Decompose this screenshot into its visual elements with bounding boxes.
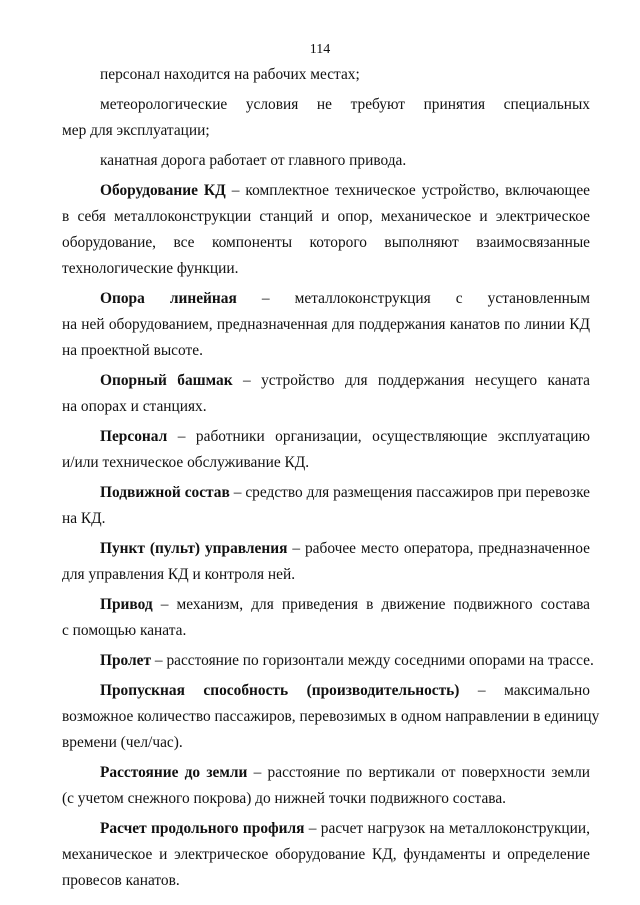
text-span: – рабочее место оператора, предназначенное [287, 540, 590, 557]
paragraph [62, 648, 594, 674]
text-span: с помощью каната. [62, 622, 187, 639]
text-span: для управления КД и контроля ней. [62, 566, 296, 583]
paragraph [62, 286, 590, 364]
text-line [62, 678, 590, 704]
text-line [62, 256, 590, 282]
text-span: в себя металлоконструкции станций и опор, механическое и электрическое [62, 208, 590, 225]
text-span: провесов канатов. [62, 872, 180, 889]
text-line [62, 450, 590, 476]
text-line [62, 648, 594, 674]
text-line [62, 368, 590, 394]
text-span: оборудование, все компоненты которого выполняют взаимосвязанные [62, 234, 590, 251]
defined-term: Привод [100, 596, 153, 613]
text-line [62, 536, 590, 562]
text-line [62, 92, 590, 118]
text-span: – расстояние по вертикали от поверхности земли [247, 764, 590, 781]
text-line [62, 592, 590, 618]
paragraph [62, 368, 590, 420]
defined-term: Расчет продольного профиля [100, 820, 305, 837]
defined-term: Расстояние до земли [100, 764, 248, 781]
paragraph [62, 92, 590, 144]
text-span: – устройство для поддержания несущего каната [232, 372, 590, 389]
text-line [62, 424, 590, 450]
text-span: – механизм, для приведения в движение подвижного состава [152, 596, 590, 613]
paragraph [62, 816, 590, 894]
text-span: персонал находится на рабочих местах; [100, 66, 360, 83]
text-span: механическое и электрическое оборудование КД, фундаменты и определение [62, 846, 590, 863]
text-span: на опорах и станциях. [62, 398, 207, 415]
defined-term: Пролет [100, 652, 152, 669]
text-line [62, 506, 590, 532]
text-line [62, 118, 590, 144]
text-span: на ней оборудованием, предназначенная для поддержания канатов по линии КД [62, 316, 590, 333]
text-span: – средство для размещения пассажиров при перевозке [229, 484, 590, 501]
defined-term: Оборудование КД [100, 182, 226, 199]
text-line [62, 618, 590, 644]
text-line [62, 760, 590, 786]
text-line [62, 562, 590, 588]
text-span: и/или техническое обслуживание КД. [62, 454, 310, 471]
text-line [62, 786, 590, 812]
paragraph [62, 760, 590, 812]
paragraph [62, 678, 600, 756]
text-line [62, 842, 590, 868]
text-span: канатная дорога работает от главного привода. [100, 152, 407, 169]
text-span: на КД. [62, 510, 106, 527]
defined-term: Пункт (пульт) управления [100, 540, 288, 557]
text-span: (с учетом снежного покрова) до нижней точки подвижного состава. [62, 790, 507, 807]
text-line [62, 312, 590, 338]
text-line [62, 62, 590, 88]
text-line [62, 286, 590, 312]
paragraph [62, 148, 590, 174]
text-span: метеорологические условия не требуют принятия специальных [100, 96, 590, 113]
text-line [62, 394, 590, 420]
text-line [62, 230, 590, 256]
text-span: – работники организации, осуществляющие эксплуатацию [167, 428, 590, 445]
text-span: возможное количество пассажиров, перевозимых в одном направлении в единицу [62, 708, 600, 725]
page-number: 114 [309, 42, 331, 57]
defined-term: Опора линейная [100, 290, 237, 307]
text-line [62, 338, 590, 364]
text-line [62, 148, 590, 174]
text-line [62, 204, 590, 230]
text-span: – максимально [459, 682, 590, 699]
paragraph [62, 536, 590, 588]
text-span: – расчет нагрузок на металлоконструкции, [304, 820, 590, 837]
paragraph [62, 480, 590, 532]
text-line [62, 480, 590, 506]
text-line [62, 868, 590, 894]
text-span: на проектной высоте. [62, 342, 203, 359]
defined-term: Пропускная способность (производительность) [100, 682, 460, 699]
paragraph [62, 62, 590, 88]
text-span: – комплектное техническое устройство, включающее [225, 182, 590, 199]
text-line [62, 178, 590, 204]
document-body [62, 62, 600, 894]
paragraph [62, 592, 590, 644]
defined-term: Опорный башмак [100, 372, 233, 389]
text-span: технологические функции. [62, 260, 239, 277]
text-span: времени (чел/час). [62, 734, 183, 751]
text-span: – металлоконструкция с установленным [236, 290, 590, 307]
text-span: мер для эксплуатации; [62, 122, 210, 139]
text-line [62, 730, 590, 756]
text-span: – расстояние по горизонтали между соседними опорами на трассе. [151, 652, 594, 669]
defined-term: Персонал [100, 428, 168, 445]
defined-term: Подвижной состав [100, 484, 230, 501]
paragraph [62, 178, 590, 282]
text-line [62, 704, 600, 730]
text-line [62, 816, 590, 842]
paragraph [62, 424, 590, 476]
